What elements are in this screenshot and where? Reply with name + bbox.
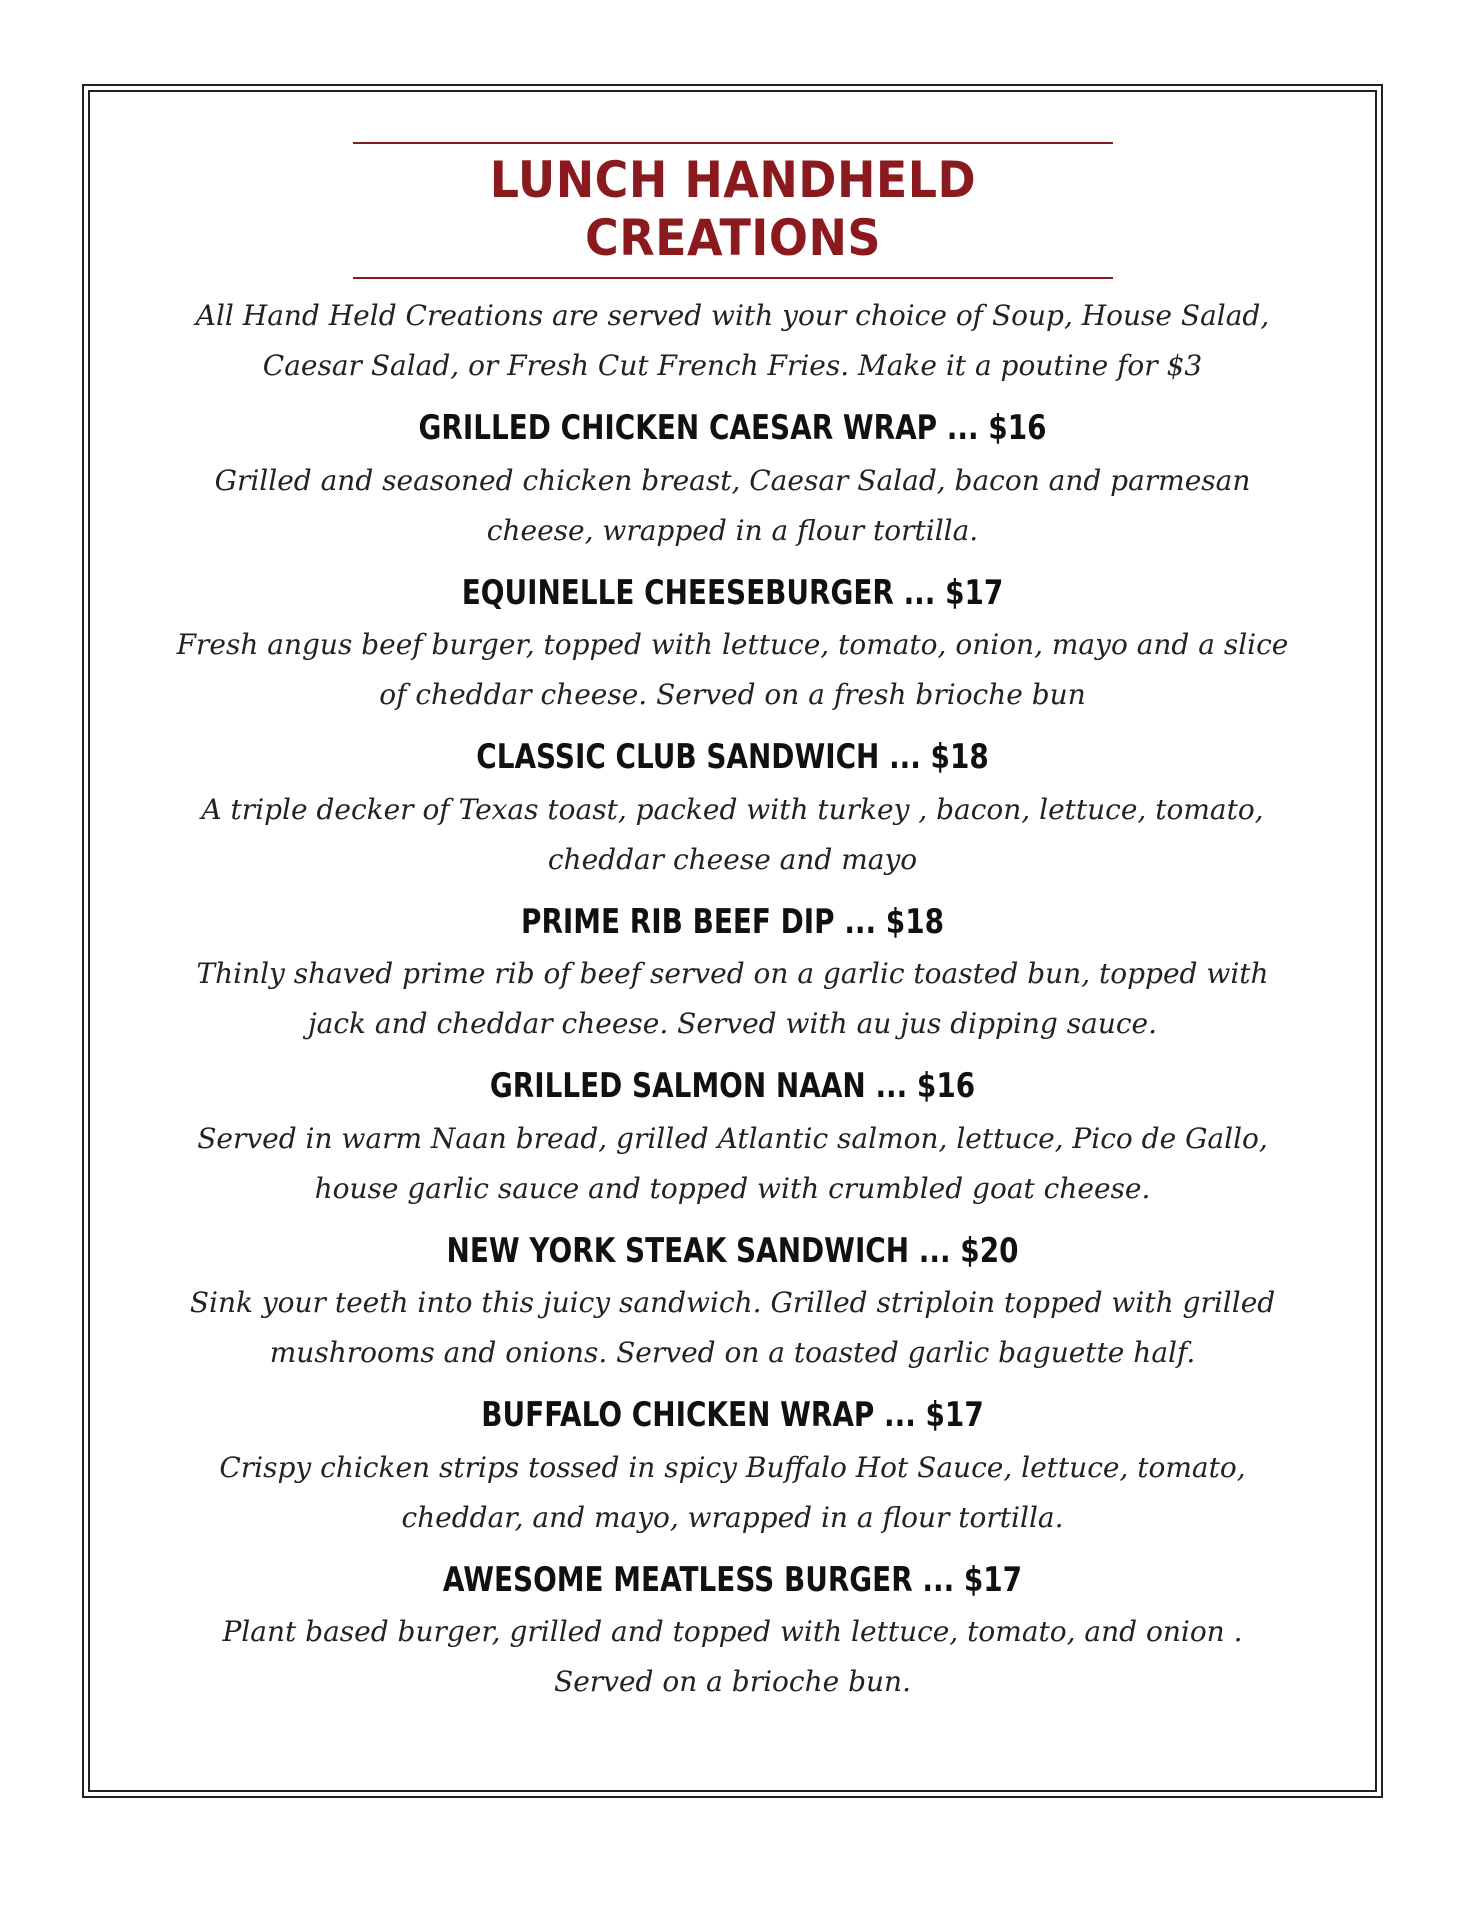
- menu-item-title: GRILLED CHICKEN CAESAR WRAP ... $16: [418, 408, 1047, 448]
- menu-item-title: NEW YORK STEAK SANDWICH ... $20: [446, 1230, 1019, 1271]
- menu-item-description: Thinly shaved prime rib of beef served on a garlic toasted bun, topped with jack and cheddar cheese. Served with au jus dipping sauce.: [196, 957, 1269, 1040]
- menu-page: [90, 90, 1375, 1707]
- menu-item-description: Served in warm Naan bread, grilled Atlantic salmon, lettuce, Pico de Gallo, house garlic sauce and topped with crumbled goat cheese.: [197, 1121, 1268, 1205]
- menu-item: [90, 1394, 1375, 1543]
- menu-item: [90, 901, 1375, 1050]
- menu-item-title: CLASSIC CLUB SANDWICH ... $18: [476, 737, 989, 777]
- menu-item-title: PRIME RIB BEEF DIP ... $18: [521, 901, 944, 942]
- menu-item: [90, 1065, 1375, 1214]
- menu-item-title: BUFFALO CHICKEN WRAP ... $17: [481, 1395, 984, 1435]
- menu-item-description: Fresh angus beef burger, topped with lettuce, tomato, onion, mayo and a slice of cheddar cheese. Served on a fresh brioche bun: [176, 628, 1289, 711]
- menu-item-description: A triple decker of Texas toast, packed with turkey , bacon, lettuce, tomato, cheddar cheese and mayo: [201, 792, 1264, 876]
- menu-item-description: Grilled and seasoned chicken breast, Caesar Salad, bacon and parmesan cheese, wrapped in a flour tortilla.: [214, 463, 1251, 547]
- menu-item: [90, 407, 1375, 556]
- menu-item: [90, 1230, 1375, 1379]
- menu-title: LUNCH HANDHELD CREATIONS: [489, 151, 976, 267]
- menu-item-description: Sink your teeth into this juicy sandwich. Grilled striploin topped with grilled mushrooms and onions. Served on a toasted garlic baguette half.: [189, 1286, 1276, 1369]
- menu-intro: All Hand Held Creations are served with your choice of Soup, House Salad, Caesar Salad, or Fresh Cut French Fries. Make it a poutine for $3: [195, 299, 1270, 382]
- menu-item-description: Crispy chicken strips tossed in spicy Buffalo Hot Sauce, lettuce, tomato, cheddar, and mayo, wrapped in a flour tortilla.: [219, 1450, 1246, 1534]
- menu-item-title: AWESOME MEATLESS BURGER ... $17: [442, 1559, 1023, 1600]
- menu-item: [90, 572, 1375, 721]
- title-rules: [353, 142, 1113, 279]
- menu-item: [90, 1559, 1375, 1708]
- menu-item: [90, 736, 1375, 885]
- menu-item-description: Plant based burger, grilled and topped with lettuce, tomato, and onion . Served on a brioche bun.: [222, 1615, 1243, 1698]
- menu-item-title: EQUINELLE CHEESEBURGER ... $17: [461, 572, 1004, 613]
- menu-item-title: GRILLED SALMON NAAN ... $16: [489, 1066, 976, 1106]
